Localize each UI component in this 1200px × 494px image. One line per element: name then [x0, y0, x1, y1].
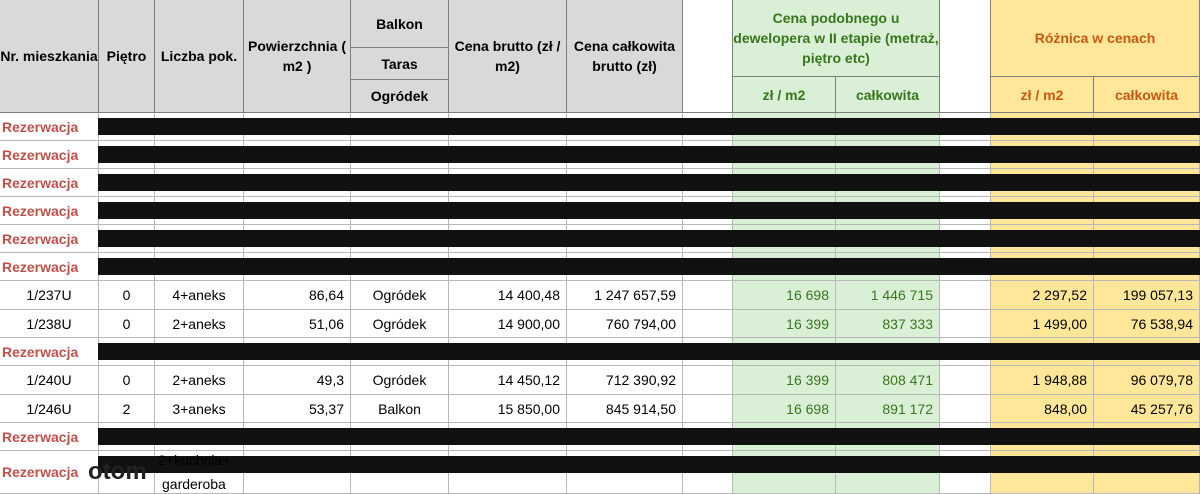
cell-cena-calkowita: 760 794,00	[567, 310, 683, 338]
header-spacer	[683, 0, 733, 113]
cell-pietro: 0	[99, 281, 155, 310]
cell-pod-calkowita: 891 172	[836, 395, 940, 423]
cell-roz-m2: 848,00	[991, 395, 1094, 423]
cell-roz-calkowita: 96 079,78	[1094, 366, 1200, 395]
header-ogrodek: Ogródek	[351, 80, 449, 113]
cell-spacer-2	[940, 281, 991, 310]
cell-typ: Ogródek	[351, 310, 449, 338]
cell-pod-m2: 16 698	[733, 281, 836, 310]
cell-pod-m2: 16 698	[733, 395, 836, 423]
header-roz-zl-m2: zł / m2	[991, 77, 1094, 113]
cell-nr: 1/240U	[0, 366, 99, 395]
header-nr-mieszkania: Nr. mieszkania	[0, 0, 99, 113]
watermark-logo: otom	[88, 458, 147, 485]
redaction-bar	[98, 230, 1200, 247]
cell-liczba-pok: 2+aneks	[155, 366, 244, 395]
cell-powierzchnia: 51,06	[244, 310, 351, 338]
cell-cena-calkowita: 712 390,92	[567, 366, 683, 395]
cell-nr: 1/238U	[0, 310, 99, 338]
header-pod-calkowita: całkowita	[836, 77, 940, 113]
cell-roz-m2: 1 948,88	[991, 366, 1094, 395]
cell-spacer-2	[940, 366, 991, 395]
cell-nr: Rezerwacja	[0, 169, 99, 197]
header-pietro: Piętro	[99, 0, 155, 113]
cell-cena-calkowita: 1 247 657,59	[567, 281, 683, 310]
cell-nr: Rezerwacja	[0, 451, 99, 494]
cell-cena-m2: 14 450,12	[449, 366, 567, 395]
cell-cena-calkowita: 845 914,50	[567, 395, 683, 423]
cell-nr: Rezerwacja	[0, 423, 99, 451]
cell-nr: Rezerwacja	[0, 253, 99, 281]
redaction-bar	[98, 118, 1200, 135]
header-cena-brutto: Cena brutto (zł / m2)	[449, 0, 567, 113]
cell-roz-m2: 2 297,52	[991, 281, 1094, 310]
cell-pod-calkowita: 1 446 715	[836, 281, 940, 310]
header-roz-calkowita: całkowita	[1094, 77, 1200, 113]
cell-pod-calkowita: 808 471	[836, 366, 940, 395]
cell-spacer	[683, 366, 733, 395]
header-cena-calkowita: Cena całkowita brutto (zł)	[567, 0, 683, 113]
cell-spacer	[683, 281, 733, 310]
cell-roz-calkowita: 76 538,94	[1094, 310, 1200, 338]
header-pod-zl-m2: zł / m2	[733, 77, 836, 113]
cell-nr: Rezerwacja	[0, 225, 99, 253]
redaction-bar	[98, 174, 1200, 191]
cell-cena-m2: 15 850,00	[449, 395, 567, 423]
cell-nr: 1/237U	[0, 281, 99, 310]
redaction-bar	[98, 202, 1200, 219]
cell-liczba-pok: 2+aneks	[155, 310, 244, 338]
redaction-bar	[98, 428, 1200, 445]
cell-nr: Rezerwacja	[0, 338, 99, 366]
cell-powierzchnia: 86,64	[244, 281, 351, 310]
header-liczba-pok: Liczba pok.	[155, 0, 244, 113]
cell-pod-m2: 16 399	[733, 366, 836, 395]
header-roznica: Różnica w cenach	[991, 0, 1200, 77]
cell-typ: Balkon	[351, 395, 449, 423]
cell-liczba-pok-line1: 2+kuchnia+	[158, 452, 231, 468]
cell-spacer	[683, 395, 733, 423]
cell-nr: Rezerwacja	[0, 113, 99, 141]
redaction-bar	[98, 456, 1200, 473]
cell-spacer-2	[940, 310, 991, 338]
cell-cena-m2: 14 900,00	[449, 310, 567, 338]
cell-roz-calkowita: 45 257,76	[1094, 395, 1200, 423]
cell-nr: Rezerwacja	[0, 141, 99, 169]
cell-liczba-pok: 4+aneks	[155, 281, 244, 310]
cell-pietro: 0	[99, 366, 155, 395]
redaction-bar	[98, 258, 1200, 275]
header-powierzchnia: Powierzchnia ( m2 )	[244, 0, 351, 113]
cell-liczba-pok: 3+aneks	[155, 395, 244, 423]
cell-pietro: 0	[99, 310, 155, 338]
cell-roz-m2: 1 499,00	[991, 310, 1094, 338]
cell-nr: 1/246U	[0, 395, 99, 423]
cell-typ: Ogródek	[351, 281, 449, 310]
cell-liczba-pok-line2: garderoba	[162, 476, 226, 492]
cell-powierzchnia: 53,37	[244, 395, 351, 423]
cell-pod-m2: 16 399	[733, 310, 836, 338]
cell-spacer	[683, 310, 733, 338]
cell-cena-m2: 14 400,48	[449, 281, 567, 310]
cell-nr: Rezerwacja	[0, 197, 99, 225]
redaction-bar	[98, 343, 1200, 360]
cell-spacer-2	[940, 395, 991, 423]
header-balkon: Balkon	[351, 0, 449, 48]
cell-typ: Ogródek	[351, 366, 449, 395]
cell-roz-calkowita: 199 057,13	[1094, 281, 1200, 310]
cell-powierzchnia: 49,3	[244, 366, 351, 395]
redaction-bar	[98, 146, 1200, 163]
cell-pietro: 2	[99, 395, 155, 423]
header-spacer-2	[940, 0, 991, 113]
header-taras: Taras	[351, 48, 449, 80]
header-cena-podobnego: Cena podobnego u dewelopera w II etapie (metraż, piętro etc)	[733, 0, 940, 77]
cell-pod-calkowita: 837 333	[836, 310, 940, 338]
